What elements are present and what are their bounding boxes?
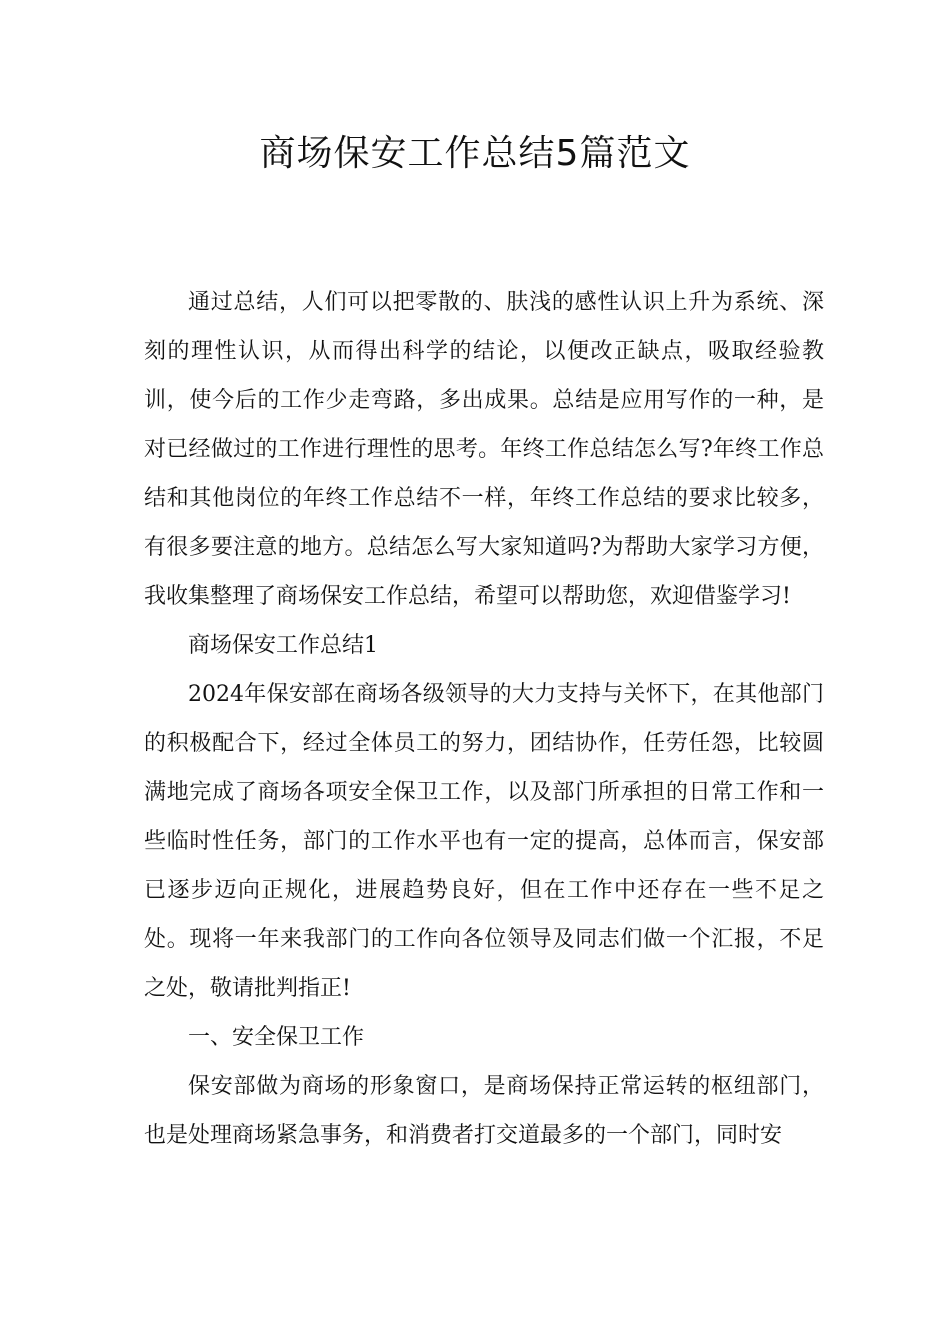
document-body: [144, 278, 824, 1160]
section-heading-summary-1: 商场保安工作总结1: [188, 633, 378, 658]
section-heading-security-work: 一、安全保卫工作: [188, 1025, 365, 1050]
document-title: 商场保安工作总结5篇范文: [259, 133, 691, 174]
intro-paragraph: 通过总结，人们可以把零散的、肤浅的感性认识上升为系统、深刻的理性认识，从而得出科学的结论，以便改正缺点，吸取经验教训，使今后的工作少走弯路，多出成果。总结是应用写作的一种，是对已经做过的工作进行理性的思考。年终工作总结怎么写?年终工作总结和其他岗位的年终工作总结不一样，年终工作总结的要求比较多，有很多要注意的地方。总结怎么写大家知道吗?为帮助大家学习方便，我收集整理了商场保安工作总结，希望可以帮助您，欢迎借鉴学习!: [144, 290, 824, 609]
security-work-paragraph: 保安部做为商场的形象窗口，是商场保持正常运转的枢纽部门，也是处理商场紧急事务，和消费者打交道最多的一个部门，同时安: [144, 1074, 824, 1148]
summary-1-paragraph: 2024年保安部在商场各级领导的大力支持与关怀下，在其他部门的积极配合下，经过全体员工的努力，团结协作，任劳任怨，比较圆满地完成了商场各项安全保卫工作，以及部门所承担的日常工作和一些临时性任务，部门的工作水平也有一定的提高，总体而言，保安部已逐步迈向正规化，进展趋势良好，但在工作中还存在一些不足之处。现将一年来我部门的工作向各位领导及同志们做一个汇报，不足之处，敬请批判指正!: [144, 682, 824, 1001]
